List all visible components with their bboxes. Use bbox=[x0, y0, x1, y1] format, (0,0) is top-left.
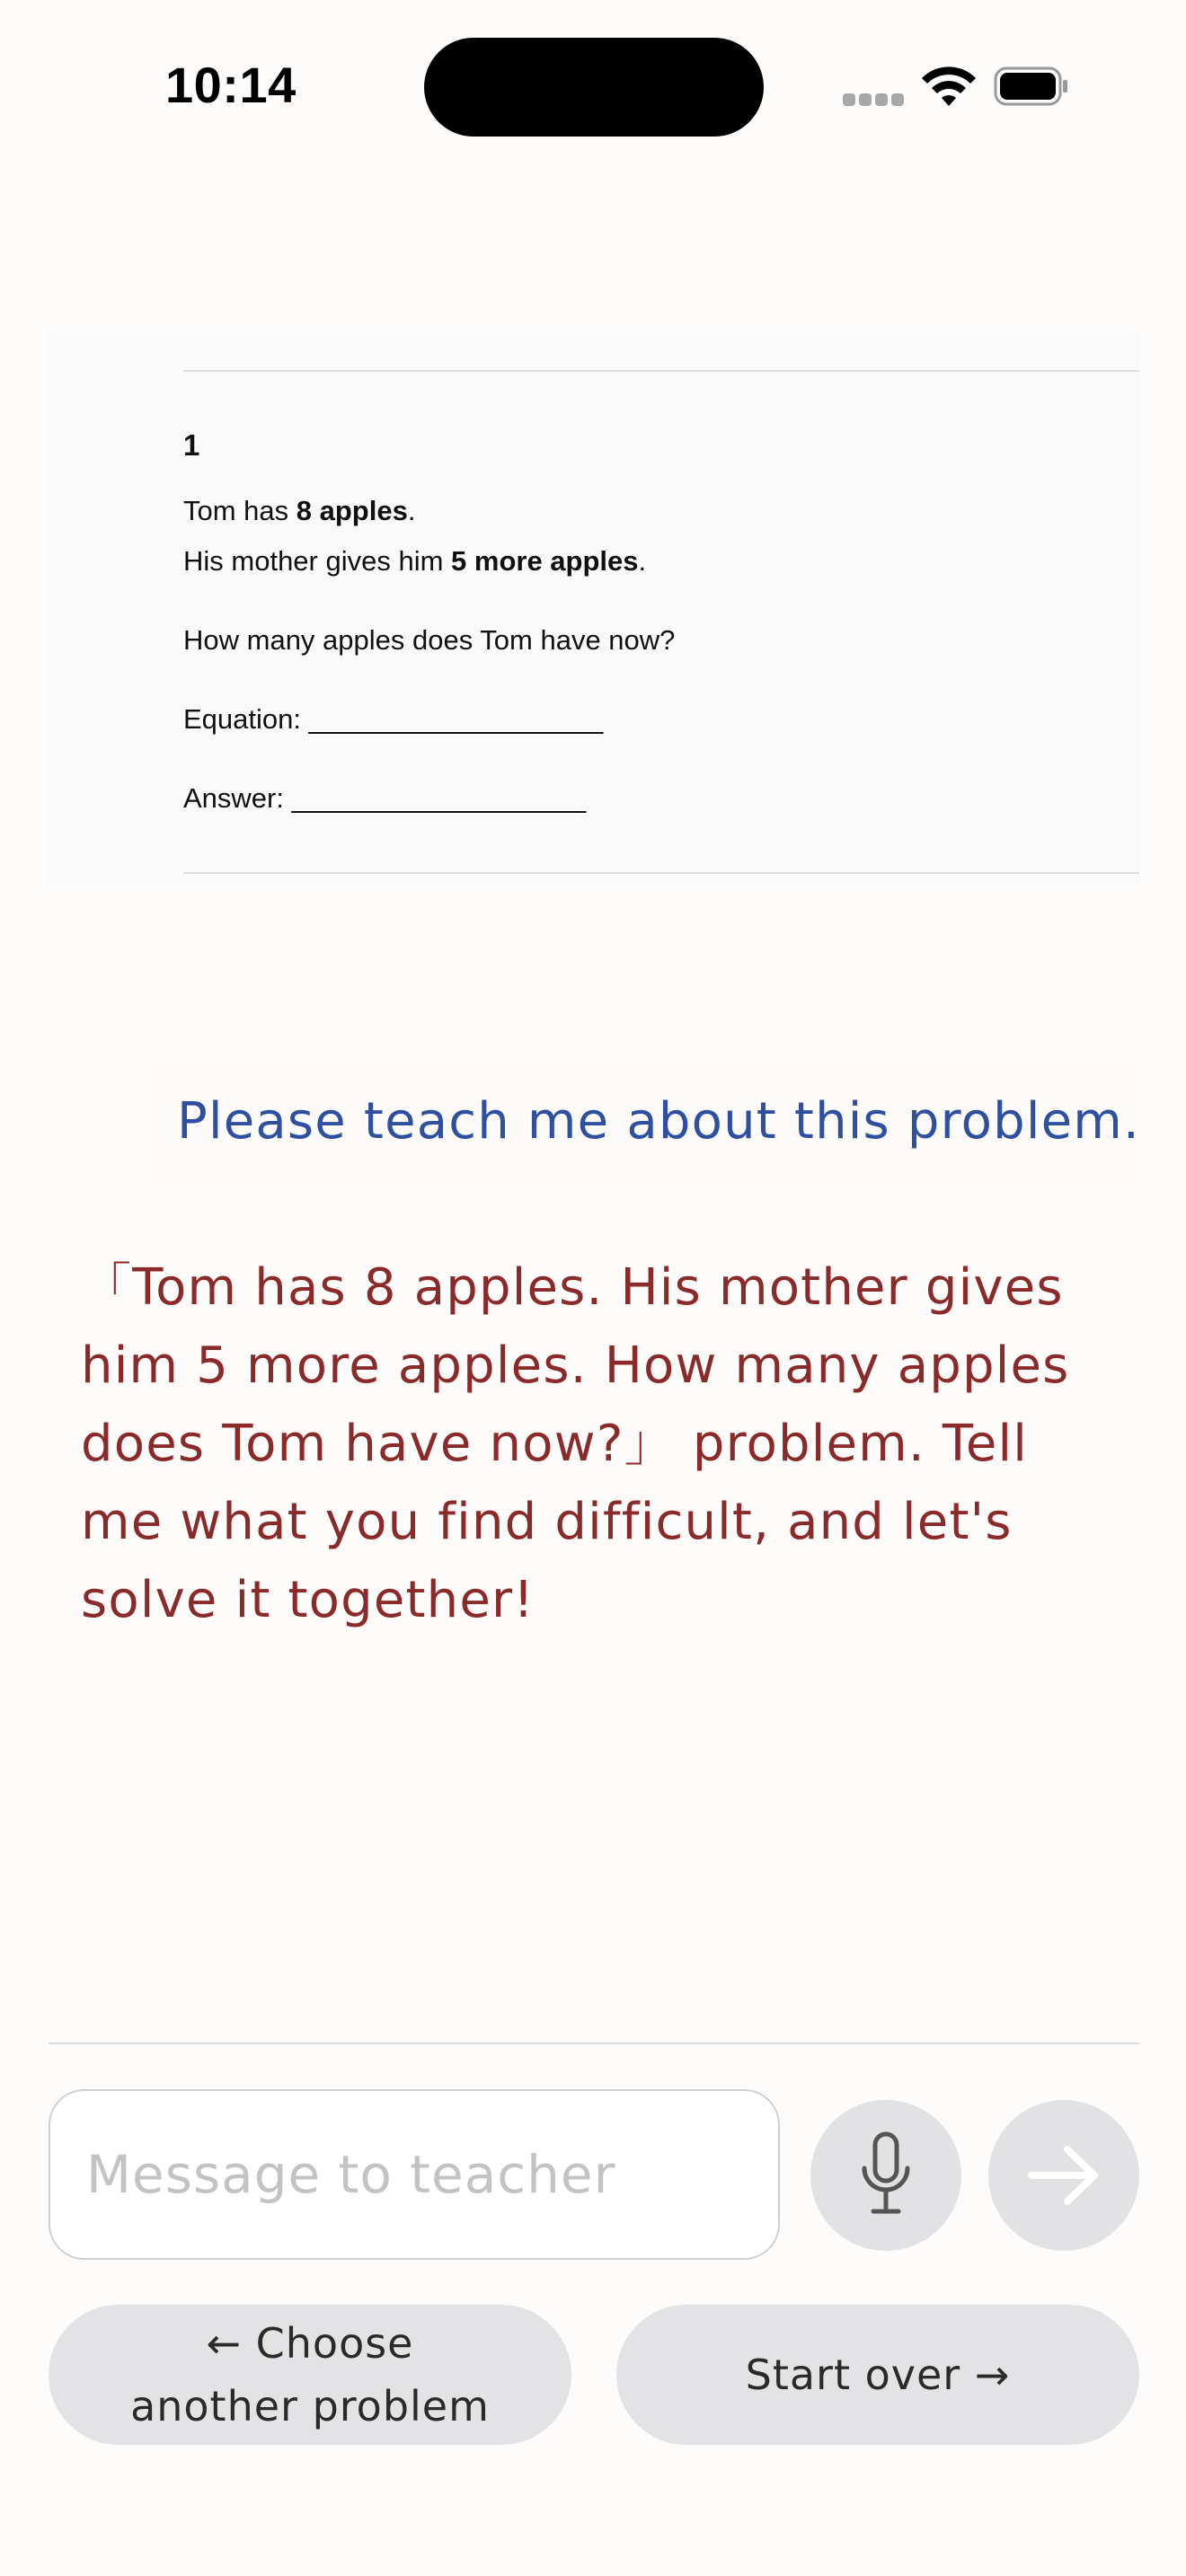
message-input[interactable] bbox=[49, 2089, 780, 2260]
status-time: 10:14 bbox=[165, 57, 296, 113]
teacher-message: 「Tom has 8 apples. His mother gives him 5 more apples. How many apples does Tom have now?」 problem. Tell me what you find difficult, and let's solve it together! bbox=[81, 1258, 1070, 1629]
start-over-label: Start over → bbox=[745, 2351, 1011, 2399]
choose-another-problem-button[interactable] bbox=[49, 2305, 571, 2445]
cellular-signal-icon bbox=[843, 93, 904, 106]
microphone-icon bbox=[857, 2130, 915, 2220]
choose-another-problem-label: ← Choose another problem bbox=[130, 2319, 490, 2430]
battery-icon bbox=[994, 66, 1069, 106]
problem-number: 1 bbox=[183, 428, 200, 462]
wifi-icon bbox=[920, 65, 978, 110]
answer-line: Answer: ___________________ bbox=[183, 782, 587, 814]
user-message: Please teach me about this problem. bbox=[177, 1092, 1141, 1151]
dynamic-island bbox=[424, 38, 764, 137]
arrow-right-icon bbox=[1026, 2144, 1102, 2207]
problem-line-2: His mother gives him 5 more apples. bbox=[183, 545, 647, 577]
start-over-button[interactable] bbox=[616, 2305, 1139, 2445]
problem-bottom-divider bbox=[183, 872, 1139, 874]
send-button[interactable] bbox=[988, 2100, 1139, 2251]
problem-top-divider bbox=[183, 370, 1139, 372]
problem-question: How many apples does Tom have now? bbox=[183, 624, 676, 656]
microphone-button[interactable] bbox=[810, 2100, 961, 2251]
composer-divider bbox=[49, 2042, 1139, 2044]
equation-line: Equation: ___________________ bbox=[183, 703, 604, 735]
problem-line-1: Tom has 8 apples. bbox=[183, 495, 416, 526]
